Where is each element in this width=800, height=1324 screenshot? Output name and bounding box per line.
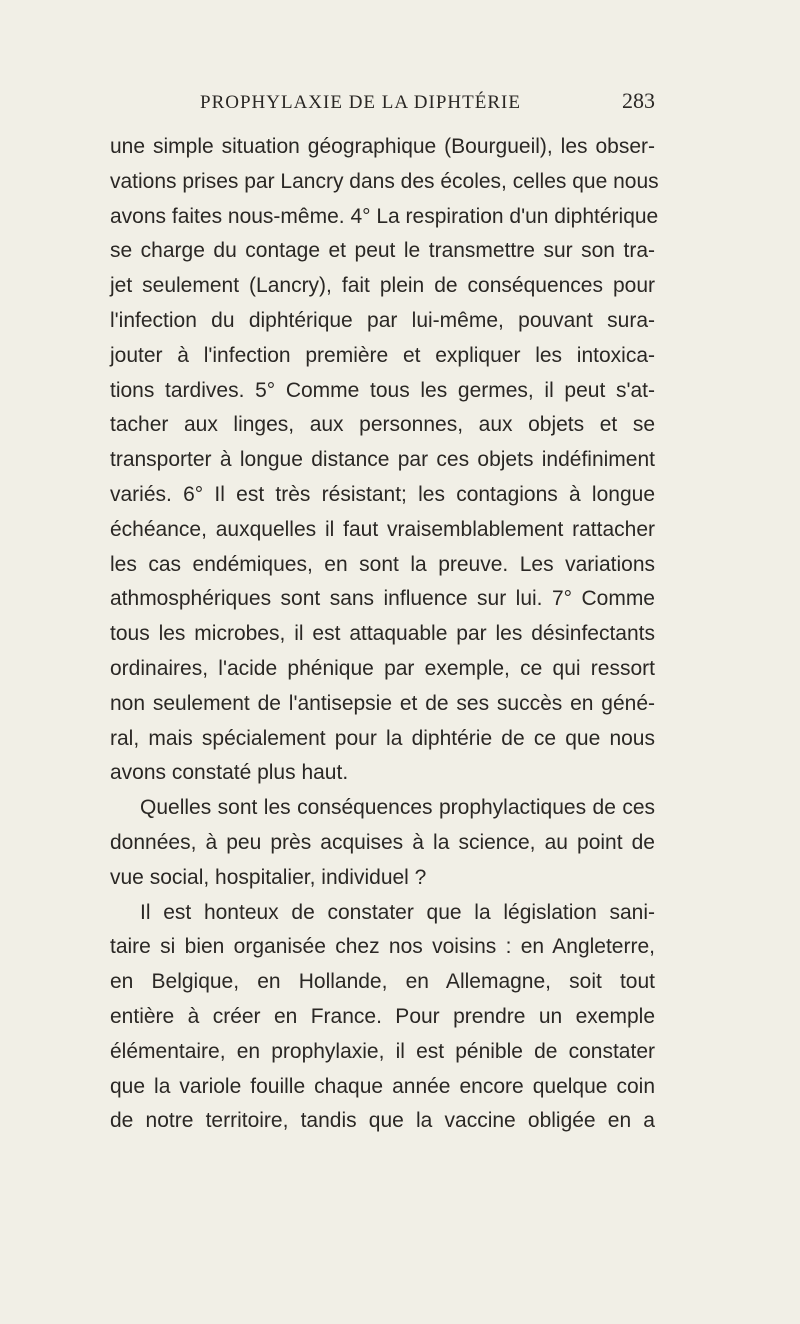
text-line: entière à créer en France. Pour prendre un exemple (110, 1004, 655, 1028)
text-line: tous les microbes, il est attaquable par les désinfectants (110, 622, 655, 646)
text-line: ordinaires, l'acide phénique par exemple, ce qui ressort (110, 656, 655, 680)
text-line: ral, mais spécialement pour la diphtérie de ce que nous (110, 726, 655, 750)
text-line: non seulement de l'antisepsie et de ses succès en géné- (110, 691, 655, 715)
text-line: vue social, hospitalier, individuel ? (110, 865, 427, 889)
text-line: athmosphériques sont sans influence sur lui. 7° Comme (110, 587, 655, 611)
text-line: une simple situation géographique (Bourgueil), les obser- (110, 135, 655, 158)
text-line: échéance, auxquelles il faut vraisemblablement rattacher (110, 517, 655, 541)
text-line: se charge du contage et peut le transmettre sur son tra- (110, 239, 655, 263)
text-line: tacher aux linges, aux personnes, aux objets et se (110, 413, 655, 437)
text-line: transporter à longue distance par ces objets indéfiniment (110, 448, 655, 472)
text-line: que la variole fouille chaque année encore quelque coin (110, 1074, 655, 1098)
text-line: Quelles sont les conséquences prophylactiques de ces (140, 796, 655, 820)
text-line: variés. 6° Il est très résistant; les contagions à longue (110, 482, 655, 506)
text-line: les cas endémiques, en sont la preuve. Les variations (110, 552, 655, 576)
text-line: jouter à l'infection première et expliquer les intoxica- (110, 343, 655, 367)
text-line: avons faites nous-même. 4° La respiration d'un diphtérique (110, 204, 659, 228)
text-line: avons constaté plus haut. (110, 761, 349, 785)
text-line: élémentaire, en prophylaxie, il est pénible de constater (110, 1039, 655, 1063)
text-line: Il est honteux de constater que la législation sani- (140, 900, 655, 924)
text-line: données, à peu près acquises à la science, au point de (110, 830, 655, 854)
running-title: PROPHYLAXIE DE LA DIPHTÉRIE (200, 92, 521, 113)
running-head (200, 88, 655, 124)
text-line: l'infection du diphtérique par lui-même, pouvant sura- (110, 308, 655, 332)
text-line: en Belgique, en Hollande, en Allemagne, soit tout (110, 970, 655, 994)
text-line: taire si bien organisée chez nos voisins : en Angleterre, (110, 935, 655, 959)
text-line: de notre territoire, tandis que la vaccine obligée en a (110, 1109, 655, 1133)
text-line: jet seulement (Lancry), fait plein de conséquences pour (110, 274, 655, 298)
text-line: tions tardives. 5° Comme tous les germes, il peut s'at- (110, 378, 655, 402)
text-line: vations prises par Lancry dans des écoles, celles que nous (110, 169, 659, 193)
page-number: 283 (622, 88, 655, 113)
body-text (110, 130, 659, 1139)
